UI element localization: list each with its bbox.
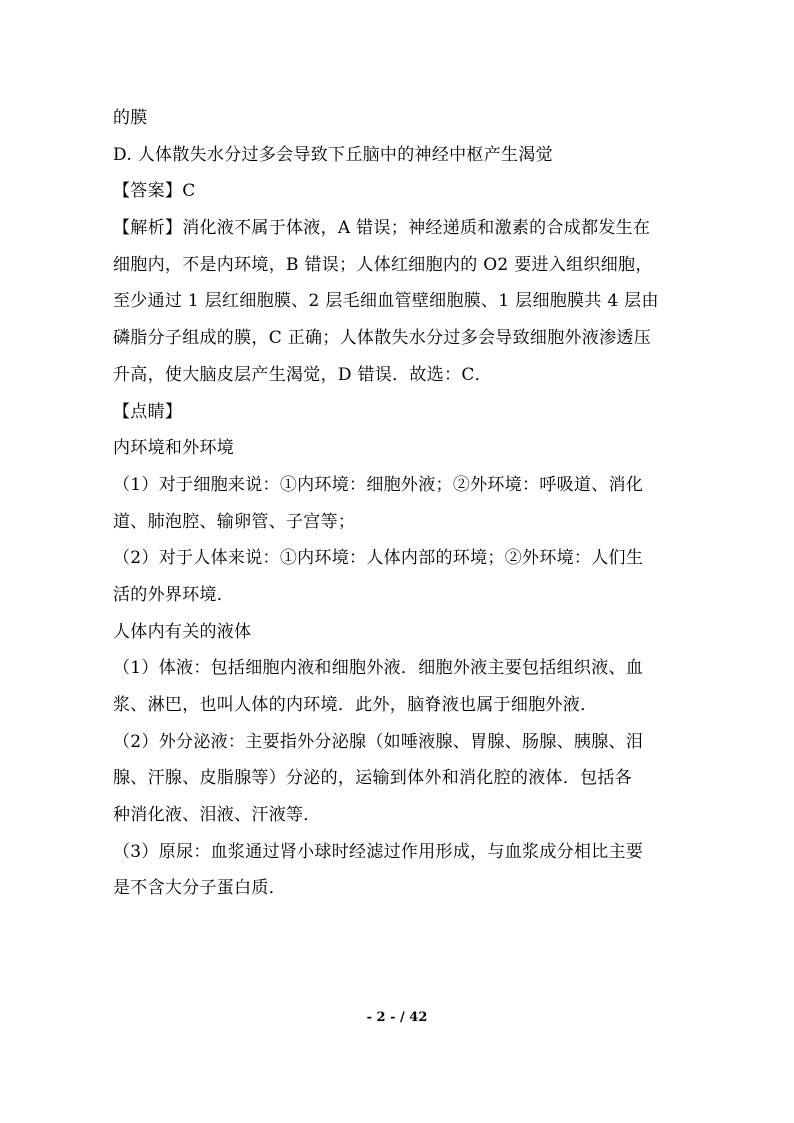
text-line: （1）体液：包括细胞内液和细胞外液．细胞外液主要包括组织液、血 bbox=[113, 658, 644, 679]
text-line: 至少通过 1 层红细胞膜、2 层毛细血管壁细胞膜、1 层细胞膜共 4 层由 bbox=[113, 291, 659, 312]
text-line: 升高，使大脑皮层产生渴觉，D 错误．故选：C． bbox=[113, 364, 492, 385]
answer-line: 【答案】C bbox=[113, 181, 196, 202]
page-number: - 2 - / 42 bbox=[366, 1010, 428, 1025]
text-line: （1）对于细胞来说：①内环境：细胞外液；②外环境：呼吸道、消化 bbox=[113, 474, 644, 495]
highlight-heading: 【点睛】 bbox=[113, 401, 183, 422]
text-line: 腺、汗腺、皮脂腺等）分泌的，运输到体外和消化腔的液体．包括各 bbox=[113, 768, 632, 789]
text-line: 是不含大分子蛋白质． bbox=[113, 878, 286, 899]
text-line: 道、肺泡腔、输卵管、子宫等； bbox=[113, 511, 356, 532]
text-line: 磷脂分子组成的膜，C 正确；人体散失水分过多会导致细胞外液渗透压 bbox=[113, 328, 652, 349]
text-line: （2）对于人体来说：①内环境：人体内部的环境；②外环境：人们生 bbox=[113, 548, 644, 569]
text-line: （3）原尿：血浆通过肾小球时经滤过作用形成，与血浆成分相比主要 bbox=[113, 841, 644, 862]
text-line: 的膜 bbox=[113, 108, 148, 128]
text-line: D. 人体散失水分过多会导致下丘脑中的神经中枢产生渴觉 bbox=[113, 144, 553, 165]
text-line: 细胞内，不是内环境，B 错误；人体红细胞内的 O2 要进入组织细胞， bbox=[113, 254, 653, 275]
section-heading: 人体内有关的液体 bbox=[113, 621, 252, 642]
section-heading: 内环境和外环境 bbox=[113, 438, 235, 459]
text-line: 种消化液、泪液、汗液等． bbox=[113, 805, 321, 826]
text-line: （2）外分泌液：主要指外分泌腺（如唾液腺、胃腺、肠腺、胰腺、泪 bbox=[113, 731, 644, 752]
analysis-line: 【解析】消化液不属于体液，A 错误；神经递质和激素的合成都发生在 bbox=[113, 218, 651, 239]
text-line: 活的外界环境． bbox=[113, 584, 235, 605]
document-body bbox=[113, 100, 685, 907]
text-line: 浆、淋巴，也叫人体的内环境．此外，脑脊液也属于细胞外液． bbox=[113, 695, 598, 715]
